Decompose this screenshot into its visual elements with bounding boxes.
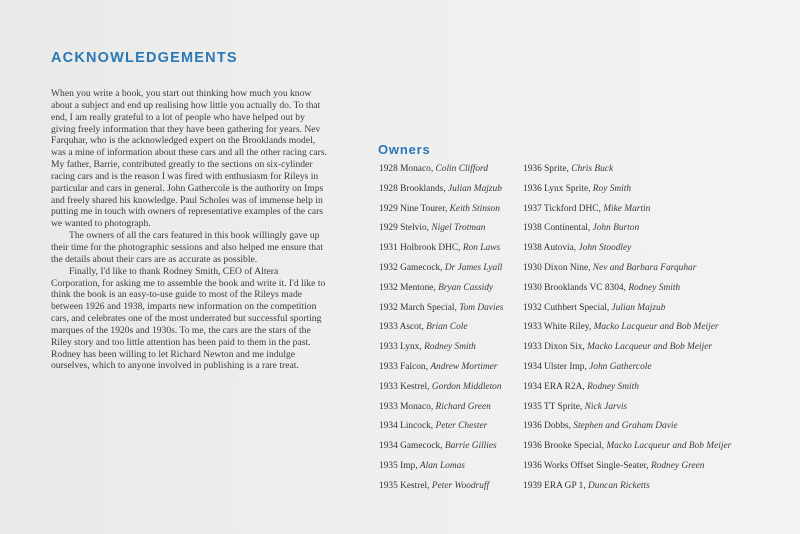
owner-name: Alan Lomas bbox=[419, 460, 465, 471]
car-name: 1933 White Riley, bbox=[523, 322, 592, 333]
car-name: 1933 Falcon, bbox=[379, 361, 428, 372]
owner-entry bbox=[523, 477, 731, 497]
car-name: 1936 Brooke Special, bbox=[523, 441, 604, 452]
owner-entry bbox=[379, 457, 503, 477]
owner-entry bbox=[523, 219, 731, 239]
owner-entry bbox=[523, 338, 731, 358]
owner-name: Stephen and Graham Davie bbox=[573, 421, 678, 432]
owner-entry bbox=[523, 378, 731, 398]
car-name: 1931 Holbrook DHC, bbox=[379, 243, 461, 254]
owner-name: Nick Jarvis bbox=[584, 401, 628, 412]
owner-entry bbox=[379, 398, 503, 418]
owner-entry bbox=[523, 417, 731, 437]
car-name: 1930 Brooklands VC 8304, bbox=[523, 282, 626, 293]
car-name: 1932 Gamecock, bbox=[379, 262, 443, 273]
car-name: 1936 Dobbs, bbox=[523, 421, 571, 432]
owner-entry bbox=[379, 437, 503, 457]
owner-name: John Stoodley bbox=[578, 243, 632, 254]
owner-entry bbox=[523, 398, 731, 418]
owner-name: Julian Majzub bbox=[611, 302, 666, 313]
owner-entry bbox=[379, 378, 503, 398]
owner-name: Rodney Green bbox=[650, 460, 705, 471]
owner-name: Peter Chester bbox=[435, 421, 488, 432]
owner-entry bbox=[379, 417, 503, 437]
car-name: 1938 Autovia, bbox=[523, 243, 577, 254]
owner-name: Rodney Smith bbox=[424, 342, 476, 353]
owner-name: Tom Davies bbox=[459, 302, 504, 313]
paragraph: When you write a book, you start out thinking how much you know about a subject and end up realising how little you actually do. To that end, I am really grateful to a lot of people who have helped out by giving freely information that they have been gathering for years. Nev Farquhar, who is the acknowledged expert on the Brooklands model, was a mine of information about these cars and all the other racing cars. My father, Barrie, contributed greatly to the sections on six-cylinder racing cars and is the reason I was fired with enthusiasm for Rileys in particular and cars in general. John Gathercole is the authority on Imps and freely shared his knowledge. Paul Scholes was of immense help in putting me in touch with owners of representative examples of the cars we wanted to photograph. bbox=[51, 88, 327, 230]
owner-entry bbox=[379, 338, 503, 358]
car-name: 1933 Lynx, bbox=[379, 342, 422, 353]
owner-name: Ron Laws bbox=[462, 243, 501, 254]
owner-entry bbox=[523, 299, 731, 319]
car-name: 1932 March Special, bbox=[379, 302, 457, 313]
owner-name: Duncan Ricketts bbox=[588, 480, 650, 491]
owner-entry bbox=[523, 200, 731, 220]
owners-list-left bbox=[379, 160, 503, 497]
car-name: 1935 Kestrel, bbox=[379, 480, 430, 491]
acknowledgements-text bbox=[51, 88, 329, 372]
car-name: 1930 Dixon Nine, bbox=[523, 262, 591, 273]
owner-entry bbox=[523, 180, 731, 200]
car-name: 1933 Kestrel, bbox=[379, 381, 430, 392]
owner-entry bbox=[379, 358, 503, 378]
owner-entry bbox=[379, 160, 503, 180]
car-name: 1932 Cuthbert Special, bbox=[523, 302, 610, 313]
owner-name: Nev and Barbara Farquhar bbox=[592, 262, 697, 273]
car-name: 1933 Dixon Six, bbox=[523, 342, 585, 353]
car-name: 1928 Brooklands, bbox=[379, 183, 446, 194]
car-name: 1934 ERA R2A, bbox=[523, 381, 585, 392]
owner-name: Macko Lacqueur and Bob Meijer bbox=[593, 322, 719, 333]
car-name: 1936 Sprite, bbox=[523, 164, 569, 174]
owner-name: John Burton bbox=[592, 223, 640, 234]
car-name: 1929 Nine Tourer, bbox=[379, 203, 448, 214]
owner-name: Peter Woodruff bbox=[431, 480, 490, 491]
owner-entry bbox=[523, 239, 731, 259]
owner-entry bbox=[379, 259, 503, 279]
car-name: 1934 Ulster Imp, bbox=[523, 361, 587, 372]
owner-name: Nigel Trotman bbox=[431, 223, 486, 234]
owner-name: Rodney Smith bbox=[587, 381, 639, 392]
car-name: 1934 Gamecock, bbox=[379, 441, 443, 452]
owners-list-right bbox=[523, 160, 731, 497]
owner-name: John Gathercole bbox=[589, 361, 652, 372]
car-name: 1938 Continental, bbox=[523, 223, 591, 234]
owner-name: Brian Cole bbox=[426, 322, 468, 333]
owner-entry bbox=[379, 239, 503, 259]
car-name: 1929 Stelvio, bbox=[379, 223, 430, 234]
owner-entry bbox=[523, 160, 731, 180]
owner-entry bbox=[379, 279, 503, 299]
paragraph: Finally, I'd like to thank Rodney Smith, CEO of Altera Corporation, for asking me to assemble the book and write it. I'd like to think the book is an easy-to-use guide to most of the Rileys made between 1926 and 1938, imparts new information on the competition cars, and celebrates one of the most underrated but successful sporting marques of the 1920s and 1930s. To me, the cars are the stars of the Riley story and too little attention has been paid to them in the past. Rodney has been willing to let Richard Newton and me indulge ourselves, which to anyone involved in publishing is a rare treat. bbox=[51, 265, 326, 372]
owner-name: Andrew Mortimer bbox=[430, 361, 498, 372]
car-name: 1939 ERA GP 1, bbox=[523, 480, 586, 491]
owner-name: Rodney Smith bbox=[628, 282, 681, 293]
car-name: 1935 Imp, bbox=[379, 460, 418, 471]
owner-entry bbox=[523, 259, 731, 279]
owner-name: Bryan Cassidy bbox=[438, 282, 494, 293]
owner-name: Colin Clifford bbox=[435, 164, 489, 174]
owner-entry bbox=[379, 219, 503, 239]
owner-name: Dr James Lyall bbox=[444, 262, 503, 273]
owner-entry bbox=[379, 318, 503, 338]
car-name: 1928 Monaco, bbox=[379, 164, 434, 174]
owner-name: Richard Green bbox=[435, 401, 491, 412]
owner-entry bbox=[523, 279, 731, 299]
owner-entry bbox=[523, 318, 731, 338]
owner-entry bbox=[379, 299, 503, 319]
owner-name: Barrie Gillies bbox=[444, 441, 497, 452]
owners-heading: Owners bbox=[378, 142, 431, 157]
owner-name: Chris Buck bbox=[571, 164, 614, 174]
car-name: 1932 Mentone, bbox=[379, 282, 436, 293]
car-name: 1936 Works Offset Single-Seater, bbox=[523, 460, 649, 471]
owner-entry bbox=[523, 437, 731, 457]
owner-name: Keith Stinson bbox=[449, 203, 500, 214]
owner-name: Roy Smith bbox=[592, 183, 632, 194]
car-name: 1934 Lincock, bbox=[379, 421, 434, 432]
owner-name: Macko Lacqueur and Bob Meijer bbox=[606, 441, 732, 452]
owner-name: Macko Lacqueur and Bob Meijer bbox=[587, 342, 713, 353]
owner-name: Gordon Middleton bbox=[431, 381, 502, 392]
paragraph: The owners of all the cars featured in this book willingly gave up their time for the photographic sessions and also helped me ensure that the details about their cars are as accurate as possible. bbox=[51, 230, 324, 265]
owner-entry bbox=[523, 358, 731, 378]
car-name: 1937 Tickford DHC, bbox=[523, 203, 601, 214]
car-name: 1935 TT Sprite, bbox=[523, 401, 583, 412]
car-name: 1933 Monaco, bbox=[379, 401, 434, 412]
owner-entry bbox=[523, 457, 731, 477]
car-name: 1936 Lynx Sprite, bbox=[523, 183, 591, 194]
page-heading: ACKNOWLEDGEMENTS bbox=[51, 50, 238, 66]
owner-entry bbox=[379, 180, 503, 200]
owner-entry bbox=[379, 477, 503, 497]
owner-name: Julian Majzub bbox=[448, 183, 502, 194]
owner-entry bbox=[379, 200, 503, 220]
car-name: 1933 Ascot, bbox=[379, 322, 424, 333]
owner-name: Mike Martin bbox=[603, 203, 651, 214]
